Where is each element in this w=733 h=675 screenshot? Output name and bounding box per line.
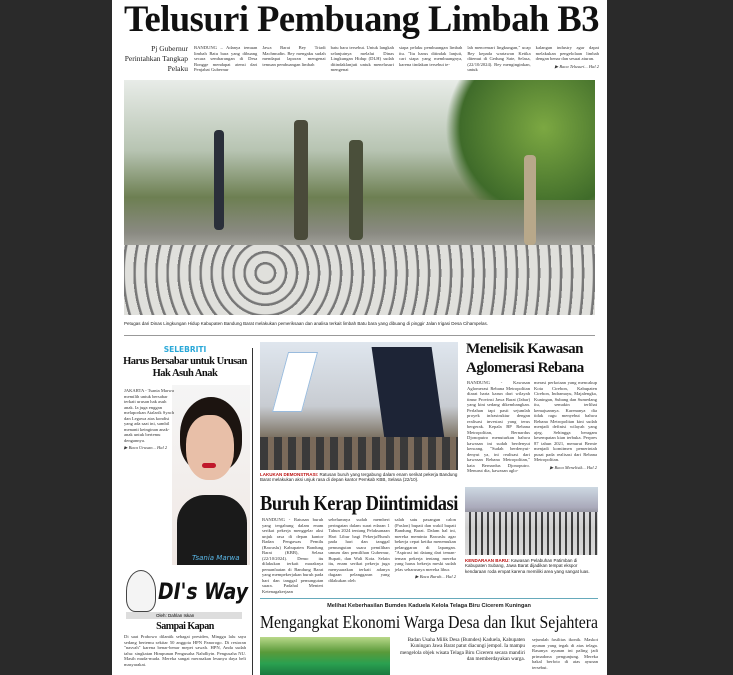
continue-link[interactable]: ▶ Baca Urusan... Hal 2: [124, 445, 168, 450]
column-headline: Sampai Kapan: [156, 621, 214, 632]
telaga-biru-photo: [260, 637, 390, 675]
column-body: Di saat Prabowo dilantik sebagai presiden, Minggu lalu saya sedang bertemu sekitar 50 anggota HPN Panorogo. Di restoran "nasvah" karena benar-benar mepet sawah. HPN, Anda sudah tahu: singkatan Himpunan Pengusaha Nahdliyin. Pengusaha NU. Masih muda-muda. Mereka sangat merasakan lesunya daya beli masyarakat.: [124, 634, 246, 667]
rebana-headline: Menelisik Kawasan Aglomerasi Rebana: [466, 341, 584, 376]
main-col: siapa pelaku pembuangan limbah itu. "Itu harus ditindak lanjuti, cari siapa yang membuangnya, karena tindakan tersebut te-: [398, 45, 463, 67]
labor-demo-photo: [260, 342, 458, 470]
dis-way-logo: DI's Way: [158, 580, 248, 605]
divider: [124, 335, 595, 336]
main-col: batu bara tersebut. Untuk langkah selanjutnya melalui Dinas Lingkungan Hidup (DLH) sudah ditindaklanjuti untuk menelusuri mengenai: [330, 45, 394, 72]
port-cars-photo: [465, 487, 598, 555]
caption-label: KENDARAAN BARU:: [465, 558, 510, 563]
rebana-col: merasi perkotaan yang mencakup Kota Cirebon, Kabupaten Cirebon, Indramayu, Majalengka, Kuningan, Subang dan Sumedang itu, semakin terlihat kemajuannya. Karenanya dia tidak ragu menyebut bahwa Rebana Metropolitan kini sudah menjadi definisi wilayah yang ajeg. Sehingga beragam kesempatan kian terbuka. Perpres 87 tahun 2021, menurut Bernie menjadi komitmen pemerintah pusat pada realisasi dari Rebana Metropolitan.: [534, 380, 597, 462]
bumdes-headline: Mengangkat Ekonomi Warga Desa dan Ikut Sejahtera: [260, 612, 598, 632]
labor-headline: Buruh Kerap Diintimidasi: [260, 491, 458, 515]
celebrity-headline: Harus Bersabar untuk Urusan Hak Asuh Anak: [123, 356, 247, 379]
waste-inspection-photo: [124, 80, 595, 315]
rebana-col: BANDUNG - Kawasan Aglomerasi Rebana Metropolitan diarat harta karun dari wilayah timur Provinsi Jawa Barat (Jabar) yang kini sedang dikembangkan. Perlahan tapi pasti sejumlah proyek infrastruktur dengan realisasi investasi yang terus bergerak. Kepala BP Rebana Metropolitan, Bernardus Djonoputro menuturkan bahwa kawasan ini sudah berdenyut kencang. "Sudah berdenyut-denyut ya, ini realisasi dari kawasan Rebana Metropolitan," kata Bernardus Djonoputro. Menurut dia, kawasan aglo-: [467, 380, 530, 473]
main-headline: Telusuri Pembuang Limbah B3: [124, 0, 599, 40]
newspaper-page: [112, 0, 607, 675]
continue-link[interactable]: ▶ Baca Menelisik... Hal 2: [549, 464, 597, 470]
main-col: kalangan industry agar dapat melakukan pengelolaan limbah dengan benar dan sesuai aturan.: [535, 45, 599, 61]
main-photo-caption: Petugas dari Dinas Lingkungan Hidup Kabupaten Bandung Barat melakukan pemeriksaan dan analisa terkait limbah Batu bara yang dibuang di pinggir Jalan Irigasi Desa Cihampelas.: [124, 321, 488, 326]
main-col: BANDUNG – Adanya temuan limbah Batu bara yang dibuang secara sembarangan di Desa Bongge mendapat atensi dari Penjabat Gubernur: [194, 45, 258, 72]
celebrity-body: JAKARTA - Tsania Marwa memilih untuk bersabar terkait urusan hak asuh anak. Ia juga enggan melaporkan Atalarik Syach dan Legawa atas kondisi yang ada saat ini, sambil menanti keinginan anak-anak untuk bertemu dengannya.: [124, 388, 175, 443]
main-deck: Pj Gubernur Perintahkan Tangkap Pelaku: [124, 44, 188, 73]
main-col: Jawa Barat Bey Triadi Machmudin. Bey mengaku sudah mendapat laporan mengenai temuan pembuangan limbah: [262, 45, 326, 67]
continue-link[interactable]: ▶ Baca Buruh... Hal 2: [415, 574, 456, 579]
celebrity-photo: [172, 385, 250, 565]
author-sketch-icon: [126, 570, 156, 612]
labor-col: salah satu pasangan calon (Paslon) bupati dan wakil bupati Bandung Barat. Dalam hal ini, mereka meminta Bawaslu agar bekerja cepat ketika menemukan pelanggaran di lapangan. "Aspirasi ini datang dari teman-teman pekerja tentang mereka yang harus bekerja meski sudah jelas seharusnya mereka libur.: [394, 517, 456, 572]
labor-caption: Ratusan buruh yang tergabung dalam enam serikat pekerja Bandung Barat melakukan aksi unjuk rasa di depan kantor Pemkab KBB, Selasa (22/10).: [260, 472, 458, 483]
celebrity-name-tag: Tsania Marwa: [192, 554, 240, 562]
column-divider: [252, 348, 253, 675]
bumdes-kicker: Melihat Keberhasilan Bumdes Kaduela Kelola Telaga Biru Cicerem Kuningan: [327, 603, 531, 609]
labor-col: BANDUNG - Ratusan buruh yang tergabung dalam enam serikat pekerja menggelar aksi unjuk rasa di depan kantor Badan Pengawas Pemilu (Bawaslu) Kabupaten Bandung Barat (KBB), Selasa (22/10/2024). Demo itu dilakukan terkait maraknya pemanfaatan di Bandung Barat yang mempekerjakan buruh pada hari dan tanggal pemungutan suara. Padahal Menteri Ketenagakerjaan: [262, 517, 324, 594]
continue-link[interactable]: ▶ Baca Telusuri... Hal 2: [554, 63, 599, 69]
bumdes-side: sejumlah fasilitas ikonik. Maskot ayunan yang tegak di atas telaga. Rasanya ayunan ini paling jadi primadona pengunjung. Mereka bakal berfoto di atas ayunan tersebut.: [532, 637, 598, 670]
rebana-caption: Kawasan Pelabuhan Patimban di Kabupaten Subang, Jawa Barat dijadikan tempat ekspor kendaraan roda empat karena memiliki area yang sangat luas.: [465, 558, 590, 574]
caption-label: LAKUKAN DEMONSTRASI:: [260, 472, 319, 477]
celebrity-kicker: SELEBRITI: [163, 345, 207, 354]
column-author: Oleh: Dahlan Iskan: [126, 612, 242, 619]
main-col: lah mencemari lingkungan," ucap Bey kepada wartawan Ketika ditemui di Gedung Sate, Selasa, (22/10/2024). Bey menginginkan, untuk: [467, 45, 531, 72]
section-divider: [260, 598, 598, 599]
bumdes-lead: Badan Usaha Milik Desa (Bumdes) Kaduela, Kabupaten Kuningan Jawa Barat patut diacungi jempol. Ia mampu mengelola objek wisata Telaga Biru Cicerem secara mandiri dan memberdayakan warga.: [399, 637, 525, 663]
labor-col: sebelumnya sudah memberi peringatan dalam surat edaran 1 Tahun 2024 tentang Pelaksanaan Hari Libur bagi Pekerja/Buruh pada hari dan tanggal pemungutan suara pemilihan umum dan pemilihan Gubernur, Bupati, dan Wali Kota. Selain itu, enam serikat pekerja juga menyuarakan terkait adanya dugaan pelanggaran yang dilakukan oleh: [328, 517, 390, 583]
main-body: [194, 45, 599, 73]
